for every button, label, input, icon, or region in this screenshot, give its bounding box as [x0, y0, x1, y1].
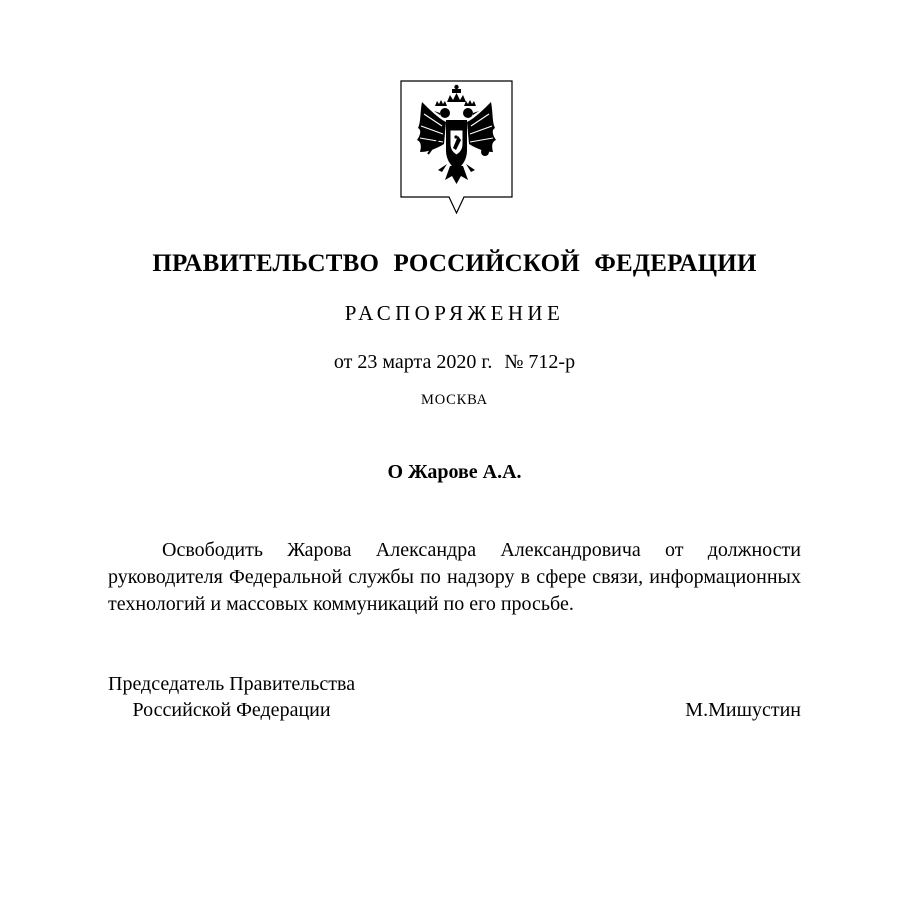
document-body-paragraph: Освободить Жарова Александра Александровича от должности руководителя Федеральной службы по надзору в сфере связи, информационных технологий и массовых коммуникаций по его просьбе. — [108, 539, 801, 615]
signer-position — [108, 671, 355, 723]
document-number: № 712-р — [504, 351, 576, 373]
government-title: ПРАВИТЕЛЬСТВО РОССИЙСКОЙ ФЕДЕРАЦИИ — [152, 250, 757, 277]
signer-position-line-2: Российской Федерации — [132, 699, 331, 721]
document-date: от 23 марта 2020 г. — [333, 351, 493, 373]
document-date-line — [0, 351, 909, 374]
document-type: РАСПОРЯЖЕНИЕ — [344, 301, 565, 325]
document-city: МОСКВА — [421, 392, 488, 408]
signer-position-line-1: Председатель Правительства — [108, 673, 356, 695]
document-subject: О Жарове А.А. — [387, 461, 522, 483]
russian-coat-of-arms-icon — [400, 80, 513, 214]
signer-name: М.Мишустин — [685, 699, 801, 721]
